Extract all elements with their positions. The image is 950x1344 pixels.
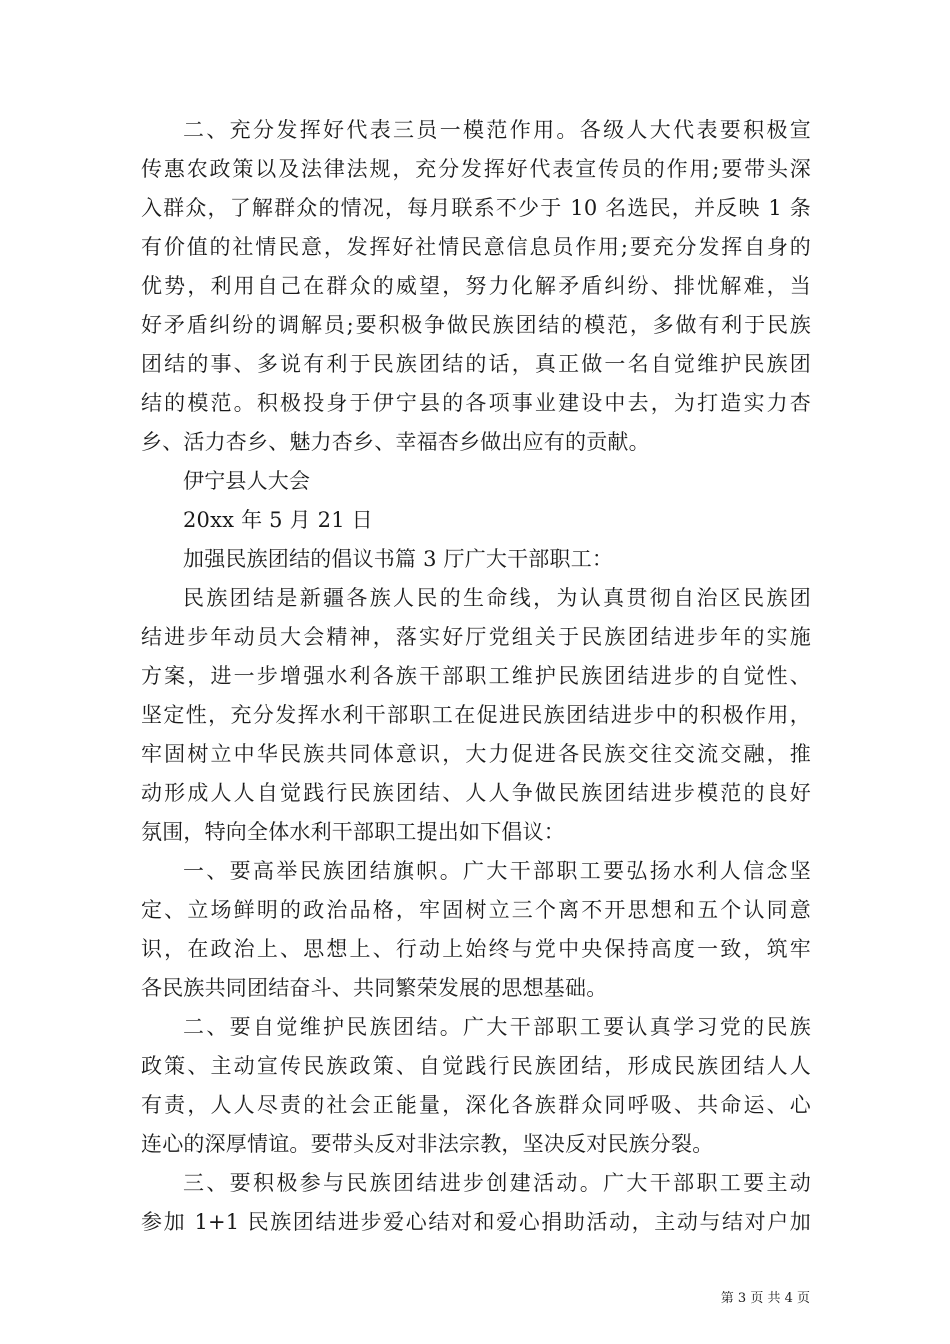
signature-organization: 伊宁县人大会: [183, 469, 311, 493]
text-line: 动形成人人自觉践行民族团结、人人争做民族团结进步模范的良好: [141, 781, 811, 805]
text-line: 有价值的社情民意，发挥好社情民意信息员作用;要充分发挥自身的: [141, 235, 811, 259]
text-line: 结进步年动员大会精神，落实好厅党组关于民族团结进步年的实施: [141, 625, 811, 649]
text-line: 各民族共同团结奋斗、共同繁荣发展的思想基础。: [141, 976, 608, 1000]
text-line: 好矛盾纠纷的调解员;要积极争做民族团结的模范，多做有利于民族: [141, 313, 811, 337]
text-line: 坚定性，充分发挥水利干部职工在促进民族团结进步中的积极作用，: [141, 703, 811, 727]
text-line: 乡、活力杏乡、魅力杏乡、幸福杏乡做出应有的贡献。: [141, 430, 650, 454]
page-number-footer: 第 3 页 共 4 页: [720, 1291, 810, 1306]
text-line: 传惠农政策以及法律法规，充分发挥好代表宣传员的作用;要带头深: [141, 157, 811, 181]
text-line: 入群众，了解群众的情况，每月联系不少于 10 名选民，并反映 1 条: [141, 196, 811, 220]
text-line: 二、要自觉维护民族团结。广大干部职工要认真学习党的民族: [183, 1015, 811, 1039]
text-line: 二、充分发挥好代表三员一模范作用。各级人大代表要积极宣: [183, 118, 811, 142]
section-heading: 加强民族团结的倡议书篇 3 厅广大干部职工：: [183, 547, 614, 571]
text-line: 识，在政治上、思想上、行动上始终与党中央保持高度一致，筑牢: [141, 937, 811, 961]
text-line: 方案，进一步增强水利各族干部职工维护民族团结进步的自觉性、: [141, 664, 811, 688]
text-line: 团结的事、多说有利于民族团结的话，真正做一名自觉维护民族团: [141, 352, 811, 376]
text-line: 有责，人人尽责的社会正能量，深化各族群众同呼吸、共命运、心: [141, 1093, 811, 1117]
text-line: 民族团结是新疆各族人民的生命线，为认真贯彻自治区民族团: [183, 586, 811, 610]
text-line: 参加 1+1 民族团结进步爱心结对和爱心捐助活动，主动与结对户加: [141, 1210, 811, 1234]
text-line: 三、要积极参与民族团结进步创建活动。广大干部职工要主动: [183, 1171, 811, 1195]
text-line: 氛围，特向全体水利干部职工提出如下倡议：: [141, 820, 565, 844]
document-body: [141, 111, 811, 1242]
text-line: 牢固树立中华民族共同体意识，大力促进各民族交往交流交融，推: [141, 742, 811, 766]
text-line: 定、立场鲜明的政治品格，牢固树立三个离不开思想和五个认同意: [141, 898, 811, 922]
text-line: 连心的深厚情谊。要带头反对非法宗教，坚决反对民族分裂。: [141, 1132, 714, 1156]
text-line: 政策、主动宣传民族政策、自觉践行民族团结，形成民族团结人人: [141, 1054, 811, 1078]
text-line: 结的模范。积极投身于伊宁县的各项事业建设中去，为打造实力杏: [141, 391, 811, 415]
text-line: 一、要高举民族团结旗帜。广大干部职工要弘扬水利人信念坚: [183, 859, 811, 883]
text-line: 优势，利用自己在群众的威望，努力化解矛盾纠纷、排忧解难，当: [141, 274, 811, 298]
signature-date: 20xx 年 5 月 21 日: [183, 508, 373, 532]
